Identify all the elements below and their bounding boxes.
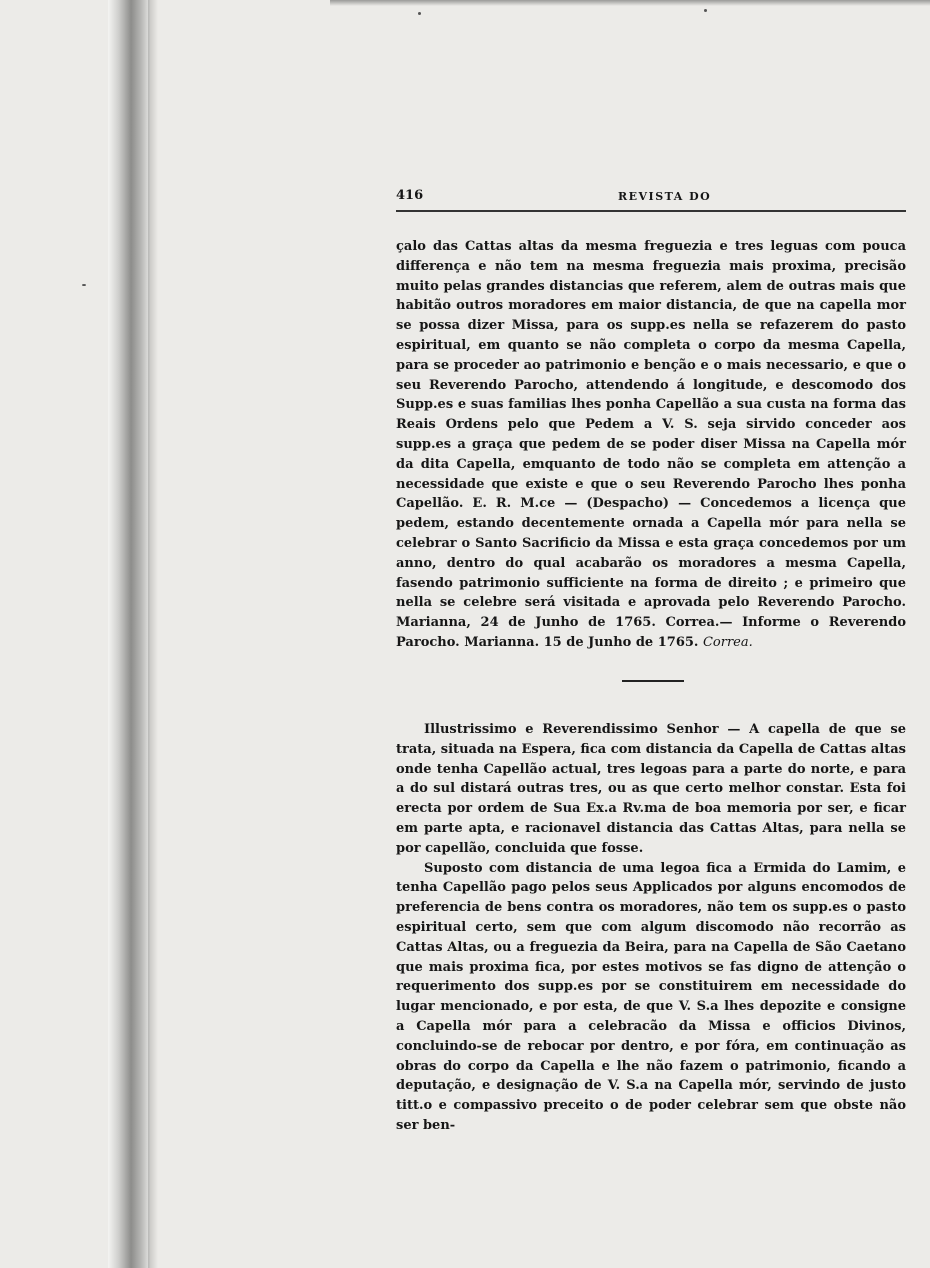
gutter-shadow (148, 0, 158, 1268)
scan-speck (82, 284, 86, 286)
signature: Correa. (702, 634, 753, 650)
book-binding-shadow (108, 0, 150, 1268)
paragraph-1-text: çalo das Cattas altas da mesma freguezia e tres leguas com pouca differença e não tem na mesma freguezia mais proxima, precisão muito pelas grandes distancias que referem, alem de outras mais que habitão outros moradores em maior distancia, de que na capella mor se possa dizer Missa, para os supp.es nella se refazerem do pasto espiritual, em quanto se não completa o corpo da mesma Capella, para se proceder ao patrimonio e benção e o mais necessario, e que o seu Reverendo Parocho, attendendo á longitude, e descomodo dos Supp.es e suas familias lhes ponha Capellão a sua custa na forma das Reais Ordens pelo que Pedem a V. S. seja sirvido conceder aos supp.es a graça que pedem de se poder diser Missa na Capella mór da dita Capella, emquanto de todo não se completa em attenção a necessidade que existe e que o seu Reverendo Parocho lhes ponha Capellão. E. R. M.ce — (Despacho) — Concedemos a licença que pedem, estando decentemente ornada a Capella mór para nella se celebrar o Santo Sacrificio da Missa e esta graça concedemos por um anno, dentro do qual acabarão os moradores a mesma Capella, fasendo patrimonio sufficiente na forma de direito ; e primeiro que nella se celebre será visitada e aprovada pelo Reverendo Parocho. Marianna, 24 de Junho de 1765. Correa.— Informe o Reverendo Parocho. Marianna. 15 de Junho de 1765. (396, 239, 906, 650)
running-head (396, 186, 906, 206)
scan-speck (418, 12, 421, 15)
paragraph-1 (396, 237, 906, 653)
page-number: 416 (396, 188, 424, 203)
section-separator (622, 680, 684, 682)
book-page (396, 186, 906, 1133)
header-rule (396, 210, 906, 212)
section-2 (396, 720, 906, 1136)
paragraph-3: Suposto com distancia de uma legoa fica a Ermida do Lamim, e tenha Capellão pago pelos seus Applicados por alguns encomodos de preferencia de bens contra os moradores, não tem os supp.es o pasto espiritual certo, sem que com algum discomodo não recorrão as Cattas Altas, ou a freguezia da Beira, para na Capella de São Caetano que mais proxima fica, por estes motivos se fas digno de attenção o requerimento dos supp.es por se constituirem em necessidade do lugar mencionado, e por esta, de que V. S.a lhes depozite e consigne a Capella mór para a celebracão da Missa e officios Divinos, concluindo-se de rebocar por dentro, e por fóra, em continuação as obras do corpo da Capella e lhe não fazem o patrimonio, ficando a deputação, e designação de V. S.a na Capella mór, servindo de justo titt.o e compassivo preceito o de poder celebrar sem que obste não ser ben- (396, 860, 906, 1133)
running-title: REVISTA DO (618, 190, 712, 203)
scan-speck (704, 9, 707, 12)
paragraph-2: Illustrissimo e Reverendissimo Senhor — A capella de que se trata, situada na Espera, fica com distancia da Capella de Cattas altas onde tenha Capellão actual, tres legoas para a parte do norte, e para a do sul distará outras tres, ou as que certo melhor constar. Esta foi erecta por ordem de Sua Ex.a Rv.ma de boa memoria por ser, e ficar em parte apta, e racionavel distancia das Cattas Altas, para nella se por capellão, concluida que fosse. (396, 722, 906, 856)
page-top-edge (330, 0, 930, 6)
